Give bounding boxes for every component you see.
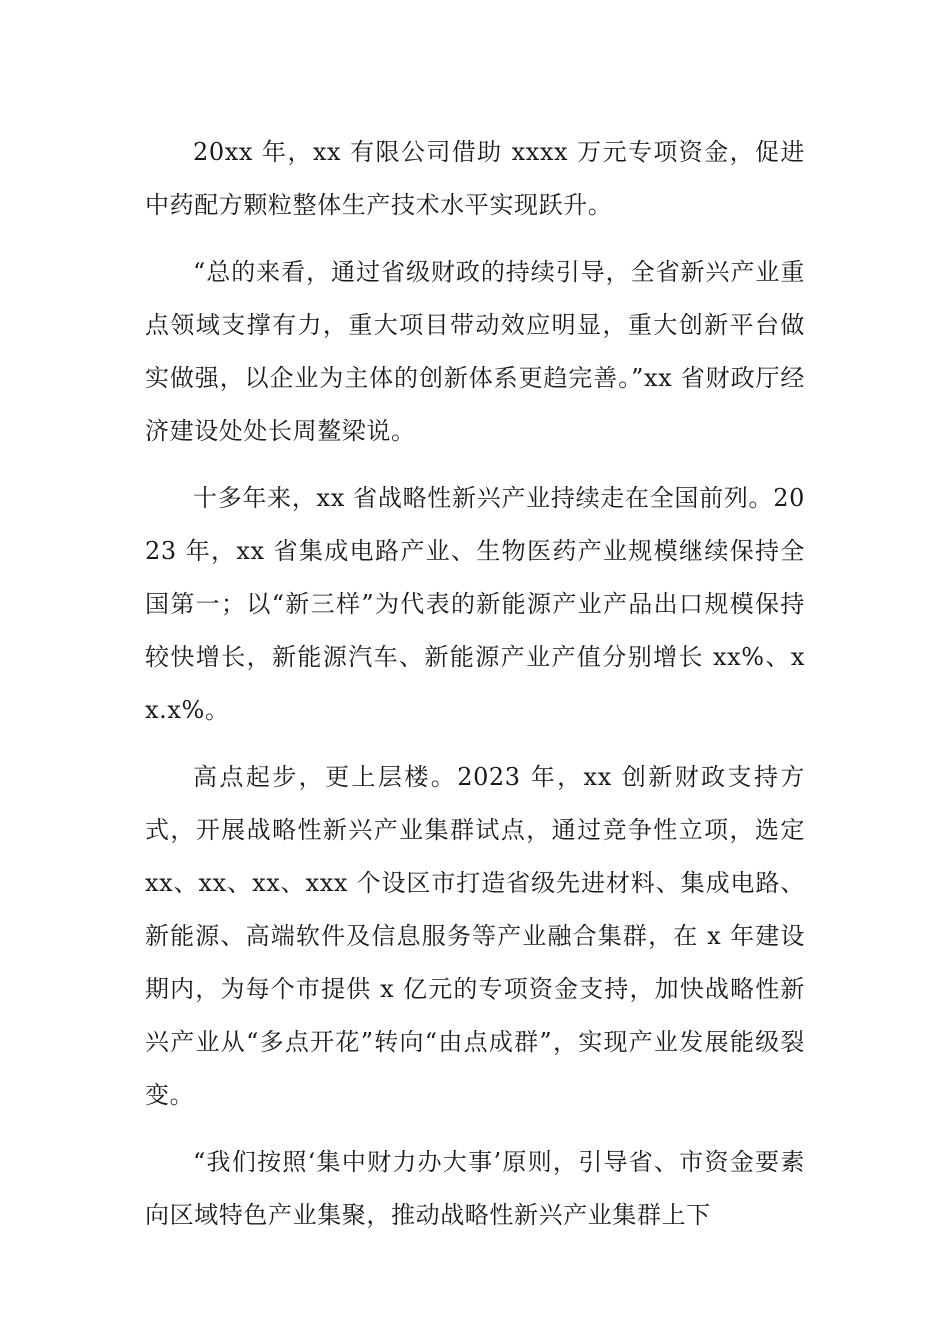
paragraph-3: 十多年来，xx 省战略性新兴产业持续走在全国前列。2023 年，xx 省集成电路产业、生物医药产业规模继续保持全国第一；以“新三样”为代表的新能源产业产品出口规模保持较快增长，新能源汽车、新能源产业产值分别增长 xx%、xx.x%。 — [145, 484, 805, 724]
paragraph-1: 20xx 年，xx 有限公司借助 xxxx 万元专项资金，促进中药配方颗粒整体生产技术水平实现跃升。 — [145, 138, 805, 219]
paragraph-4: 高点起步，更上层楼。2023 年，xx 创新财政支持方式，开展战略性新兴产业集群试点，通过竞争性立项，选定 xx、xx、xx、xxx 个设区市打造省级先进材料、集成电路、新能源、高端软件及信息服务等产业融合集群，在 x 年建设期内，为每个市提供 x 亿元的专项资金支持，加快战略性新兴产业从“多点开花”转向“由点成群”，实现产业发展能级裂变。 — [145, 763, 805, 1109]
paragraph-5: “我们按照‘集中财力办大事’原则，引导省、市资金要素向区域特色产业集聚，推动战略性新兴产业集群上下 — [145, 1148, 805, 1229]
paragraph-2: “总的来看，通过省级财政的持续引导，全省新兴产业重点领域支撑有力，重大项目带动效应明显，重大创新平台做实做强，以企业为主体的创新体系更趋完善。”xx 省财政厅经济建设处处长周鳌梁说。 — [145, 258, 805, 445]
document-body — [145, 126, 805, 1256]
